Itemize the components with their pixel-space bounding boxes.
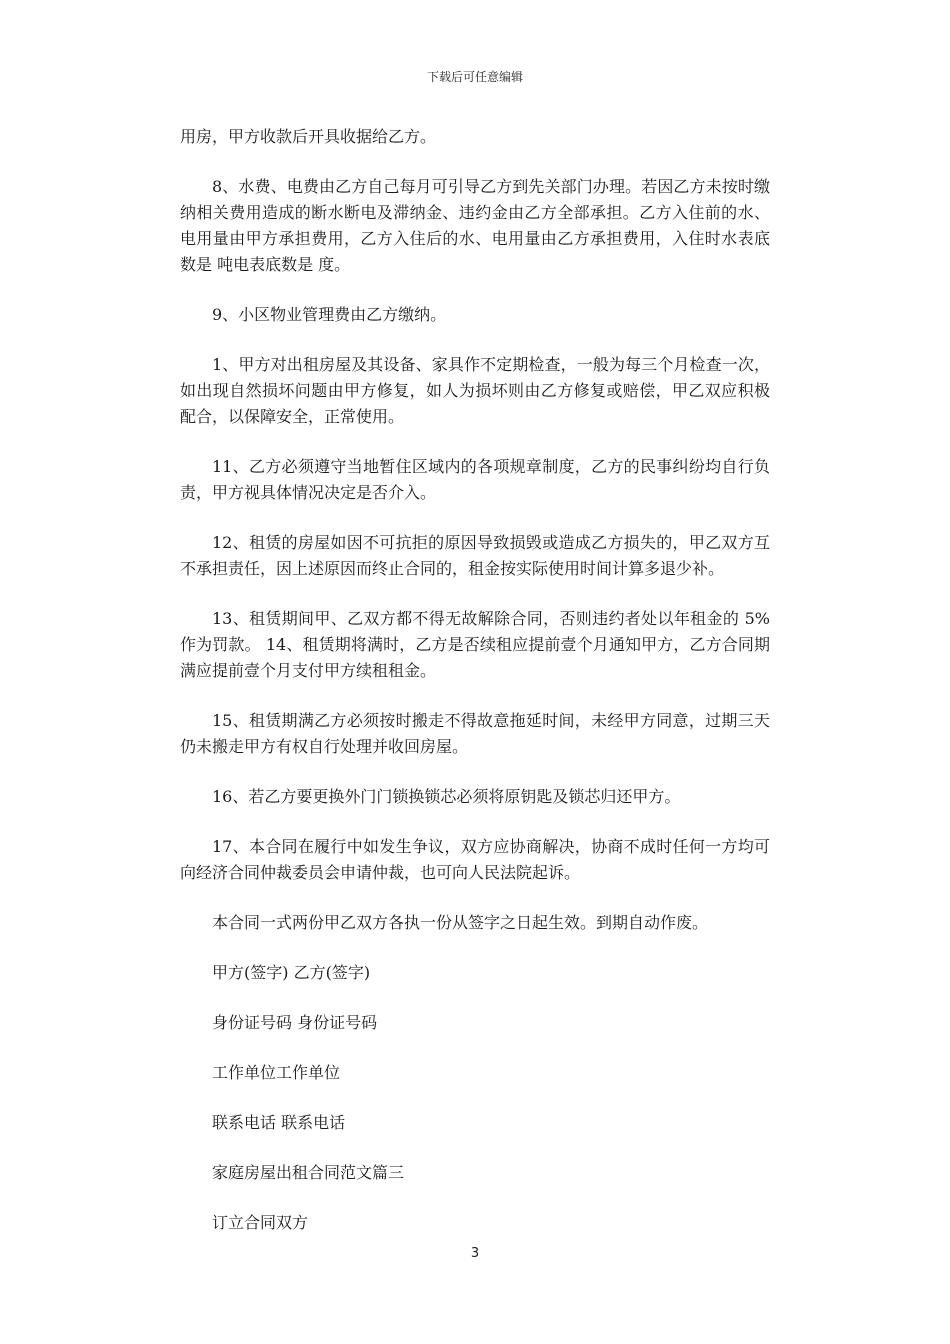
paragraph-clause-8: 8、水费、电费由乙方自己每月可引导乙方到先关部门办理。若因乙方未按时缴纳相关费用造成的断水断电及滞纳金、违约金由乙方全部承担。乙方入住前的水、电用量由甲方承担费用，乙方入住后的水、电用量由乙方承担费用，入住时水表底数是 吨电表底数是 度。 xyxy=(180,177,770,274)
paragraph-continuation: 用房，甲方收款后开具收据给乙方。 xyxy=(180,127,437,146)
paragraph-clause-11: 11、乙方必须遵守当地暂住区域内的各项规章制度，乙方的民事纠纷均自行负责，甲方视具体情况决定是否介入。 xyxy=(180,457,770,502)
contract-parties-line: 订立合同双方 xyxy=(212,1213,309,1232)
paragraph-clause-17: 17、本合同在履行中如发生争议，双方应协商解决，协商不成时任何一方均可向经济合同仲裁委员会申请仲裁，也可向人民法院起诉。 xyxy=(180,837,770,882)
page-number: 3 xyxy=(470,1246,480,1261)
id-number-line: 身份证号码 身份证号码 xyxy=(212,1013,378,1032)
paragraph-clause-16: 16、若乙方要更换外门门锁换锁芯必须将原钥匙及锁芯归还甲方。 xyxy=(212,787,681,806)
paragraph-clause-9: 9、小区物业管理费由乙方缴纳。 xyxy=(212,305,447,324)
paragraph-clause-13-14: 13、租赁期间甲、乙双方都不得无故解除合同，否则违约者处以年租金的 5%作为罚款。 14、租赁期将满时，乙方是否续租应提前壹个月通知甲方，乙方合同期满应提前壹个月支付甲方续租租金。 xyxy=(180,609,770,680)
paragraph-validity: 本合同一式两份甲乙双方各执一份从签字之日起生效。到期自动作废。 xyxy=(212,913,709,932)
paragraph-clause-12: 12、租赁的房屋如因不可抗拒的原因导致损毁或造成乙方损失的，甲乙双方互不承担责任，因上述原因而终止合同的，租金按实际使用时间计算多退少补。 xyxy=(180,533,770,578)
document-body xyxy=(180,124,770,1260)
section-title: 家庭房屋出租合同范文篇三 xyxy=(212,1163,405,1182)
paragraph-clause-15: 15、租赁期满乙方必须按时搬走不得故意拖延时间，未经甲方同意，过期三天仍未搬走甲方有权自行处理并收回房屋。 xyxy=(180,711,770,756)
work-unit-line: 工作单位工作单位 xyxy=(212,1063,341,1082)
signature-line: 甲方(签字) 乙方(签字) xyxy=(212,963,371,982)
paragraph-clause-1: 1、甲方对出租房屋及其设备、家具作不定期检查，一般为每三个月检查一次，如出现自然损坏问题由甲方修复，如人为损坏则由乙方修复或赔偿，甲乙双应积极配合，以保障安全，正常使用。 xyxy=(180,355,770,426)
page-header: 下载后可任意编辑 xyxy=(426,70,523,84)
phone-line: 联系电话 联系电话 xyxy=(212,1113,346,1132)
